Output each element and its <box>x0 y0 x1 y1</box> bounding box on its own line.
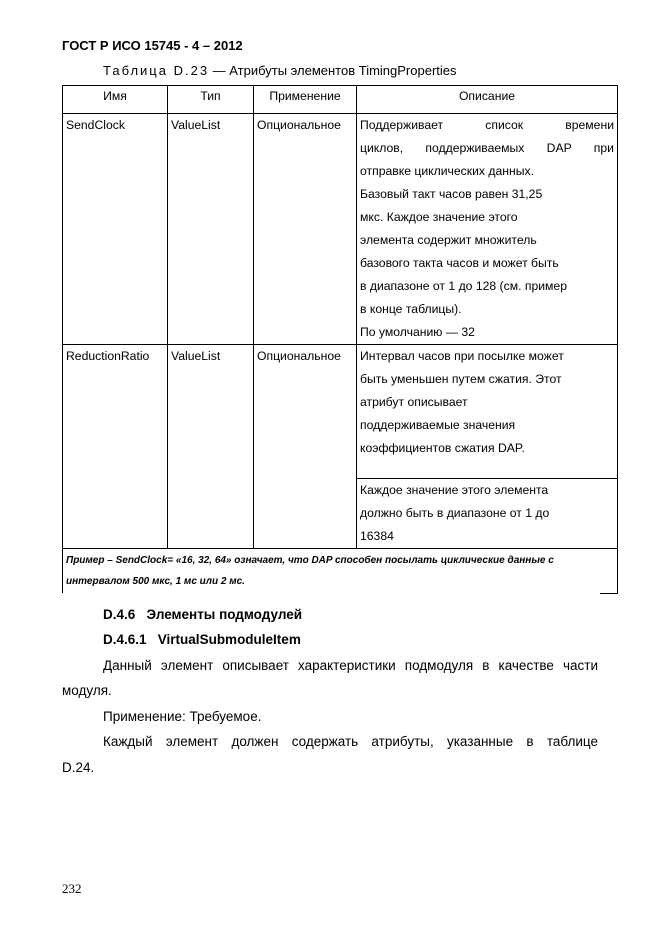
example-line: интервалом 500 мкс, 1 мс или 2 мс. <box>66 576 245 587</box>
cell-usage: Опциональное <box>254 114 357 345</box>
body-paragraph: Применение: Требуемое. <box>103 709 262 724</box>
standard-code: ГОСТ Р ИСО 15745 - 4 – 2012 <box>62 38 243 53</box>
cell-type: ValueList <box>168 114 254 345</box>
desc-line: базового такта часов и может быть <box>360 256 559 270</box>
timing-properties-table <box>62 85 618 593</box>
header-description: Описание <box>357 86 618 114</box>
section-title: Элементы подмодулей <box>146 607 303 622</box>
section-title: VirtualSubmoduleItem <box>157 632 301 647</box>
table-caption <box>103 63 457 78</box>
cell-description <box>357 479 618 549</box>
subsection-heading <box>103 632 301 647</box>
cell-description <box>357 345 618 479</box>
table-example-row <box>63 549 618 594</box>
section-number: D.4.6 <box>103 607 136 622</box>
table-header-row <box>63 86 618 114</box>
table-caption-label: Таблица D.23 <box>103 63 210 78</box>
cell-name: ReductionRatio <box>63 345 168 549</box>
desc-line: поддерживаемые значения <box>360 418 516 432</box>
header-type: Тип <box>168 86 254 114</box>
body-paragraph-line: Данный элемент описывает характеристики подмодуля в качестве части <box>103 658 598 673</box>
desc-line: коэффициентов сжатия DAP. <box>360 441 525 455</box>
cell-name: SendClock <box>63 114 168 345</box>
section-heading <box>103 607 302 622</box>
body-paragraph-line: модуля. <box>62 683 112 698</box>
desc-line: Базовый такт часов равен 31,25 <box>360 187 543 201</box>
desc-line: атрибут описывает <box>360 395 468 409</box>
desc-line: в конце таблицы). <box>360 302 462 316</box>
desc-line: элемента содержит множитель <box>360 233 537 247</box>
cell-description <box>357 114 618 345</box>
header-name: Имя <box>63 86 168 114</box>
table-caption-text: — Атрибуты элементов TimingProperties <box>209 63 457 78</box>
desc-line: должно быть в диапазоне от 1 до <box>360 506 550 520</box>
table-row <box>63 345 618 479</box>
desc-line: циклов, поддерживаемых DAP при <box>360 141 614 155</box>
example-line: Пример – SendClock= «16, 32, 64» означает, что DAP способен посылать циклические данные с <box>66 555 554 566</box>
body-paragraph-line: D.24. <box>62 760 95 775</box>
cell-type: ValueList <box>168 345 254 549</box>
section-number: D.4.6.1 <box>103 632 147 647</box>
table-end-mark <box>600 593 618 594</box>
desc-line: быть уменьшен путем сжатия. Этот <box>360 372 562 386</box>
desc-line: отправке циклических данных. <box>360 164 534 178</box>
desc-line: Интервал часов при посылке может <box>360 349 564 363</box>
desc-line: Каждое значение этого элемента <box>360 483 549 497</box>
page-number: 232 <box>62 881 82 896</box>
desc-line: в диапазоне от 1 до 128 (см. пример <box>360 279 567 293</box>
desc-line: 16384 <box>360 529 394 543</box>
header-usage: Применение <box>254 86 357 114</box>
desc-line: мкс. Каждое значение этого <box>360 210 518 224</box>
table-row <box>63 114 618 345</box>
desc-line: Поддерживает список времени <box>360 118 614 132</box>
table-example-note <box>63 549 618 594</box>
body-paragraph-line: Каждый элемент должен содержать атрибуты, указанные в таблице <box>103 734 598 749</box>
desc-line: По умолчанию — 32 <box>360 325 475 339</box>
cell-usage: Опциональное <box>254 345 357 549</box>
